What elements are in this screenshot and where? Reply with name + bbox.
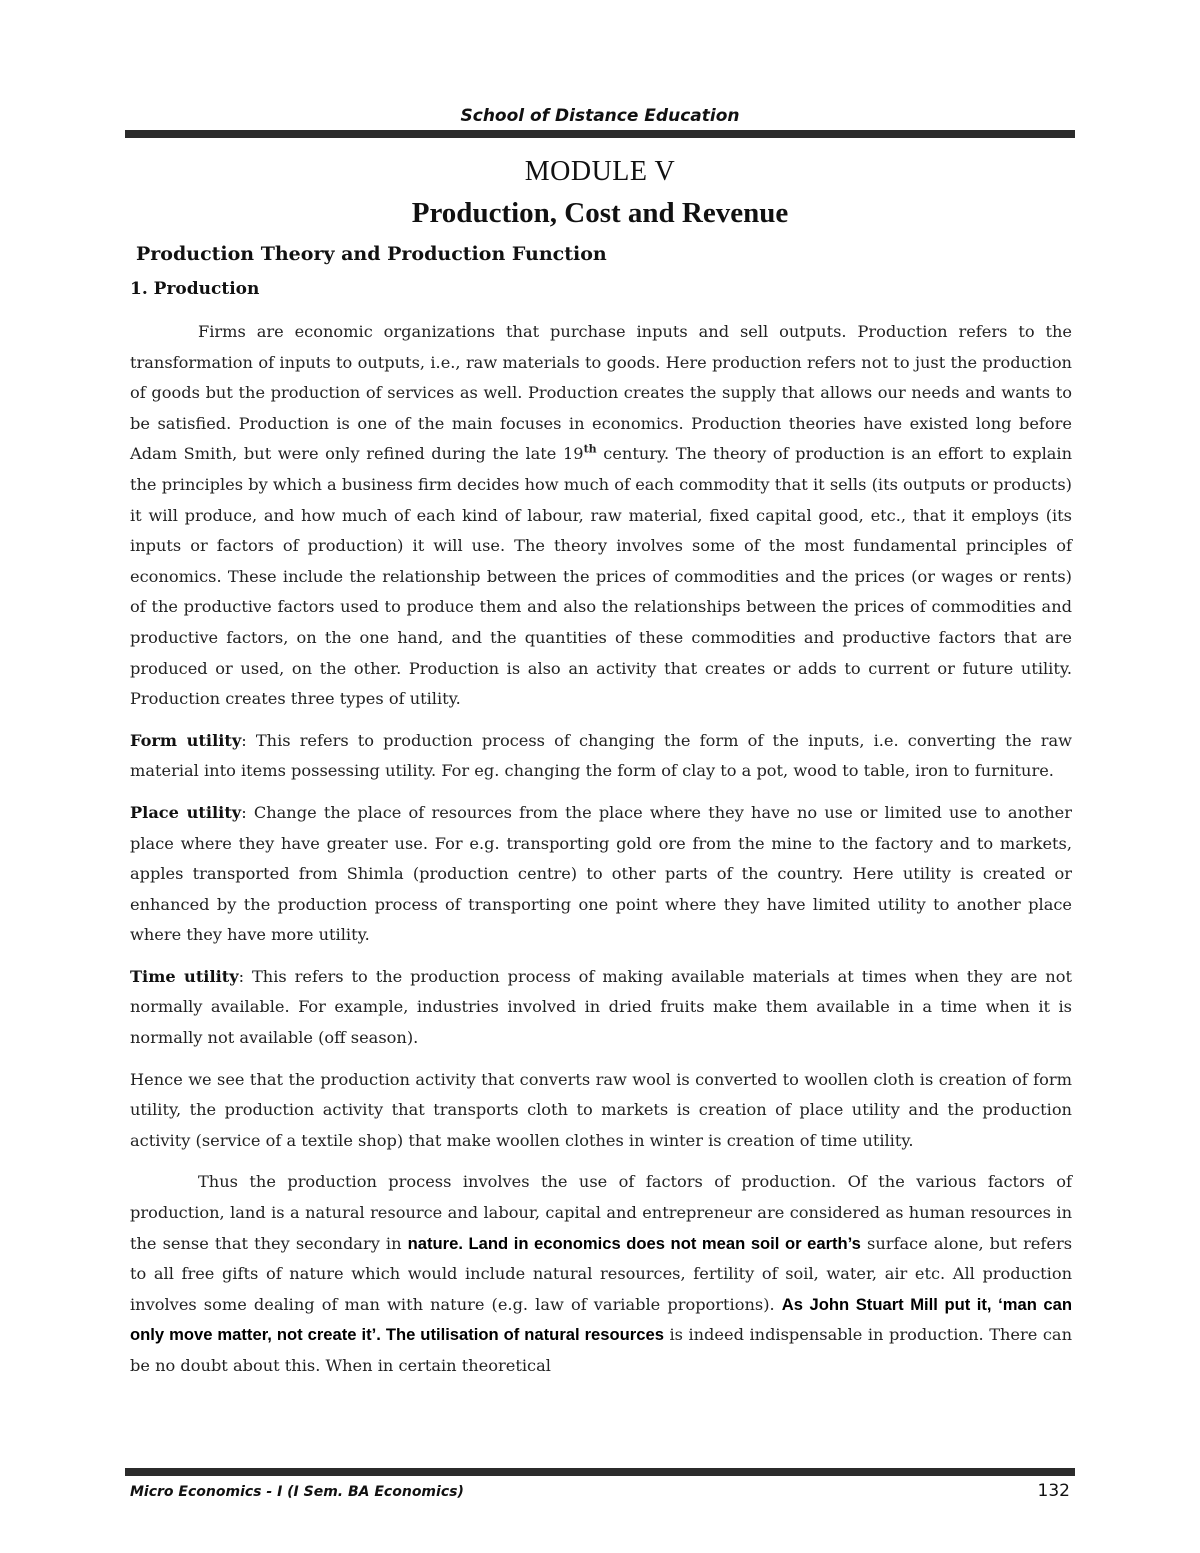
paragraph-text: Firms are economic organizations that purchase inputs and sell outputs. Production refers to the transformation of inputs to outputs, i.e., raw materials to goods. Here production refers not to just the production of goods but the production of services as well. Production creates the supply that allows our needs and wants to be satisfied. Production is one of the main focuses in economics. Production theories have existed long before Adam Smith, but were only refined during the late 19 <box>130 322 1072 464</box>
paragraph-text: : This refers to the production process of making available materials at times when they are not normally available. For example, industries involved in dried fruits make them available in a time when it is normally not available (off season). <box>130 966 1072 1048</box>
footer-course: Micro Economics - I (I Sem. BA Economics) <box>130 1484 464 1500</box>
paragraph-factors <box>130 1167 1072 1381</box>
paragraph-text: Thus the production process involves the use of factors of production. Of the various factors of production, land is a natural resource and labour, capital and entrepreneur are considered as human resources in the sense that they secondary in <box>130 1172 1072 1253</box>
paragraph-text: : Change the place of resources from the place where they have no use or limited use to another place where they have greater use. For e.g. transporting gold ore from the mine to the factory and to markets, apples transported from Shimla (production centre) to other parts of the country. Here utility is created or enhanced by the production process of transporting one point where they have limited utility to another place where they have more utility. <box>130 802 1072 945</box>
emphasis-text: nature. Land in economics does not mean soil or earth’s <box>407 1233 861 1253</box>
module-title: Production, Cost and Revenue <box>411 197 789 229</box>
emphasis-text: As John Stuart Mill put it, ‘man can only move matter, not create it’. The utilisation of natural resources <box>130 1294 1072 1345</box>
body-text <box>130 317 1072 1393</box>
term-place-utility: Place utility <box>130 802 242 822</box>
page-number: 132 <box>1037 1481 1070 1501</box>
header-rule <box>125 130 1075 138</box>
paragraph-text: is indeed indispensable in production. There can be no doubt about this. When in certain theoretical <box>130 1325 1072 1375</box>
paragraph-production-intro <box>130 317 1072 715</box>
footer-rule <box>125 1468 1075 1476</box>
header-title: School of Distance Education <box>460 106 740 126</box>
module-label: MODULE V <box>524 156 676 187</box>
term-form-utility: Form utility <box>130 730 242 750</box>
paragraph-hence: Hence we see that the production activity that converts raw wool is converted to woollen cloth is creation of form utility, the production activity that transports cloth to markets is creation of place utility and the production activity (service of a textile shop) that make woollen clothes in winter is creation of time utility. <box>130 1069 1072 1150</box>
paragraph-form-utility <box>130 726 1072 787</box>
paragraph-text: : This refers to production process of changing the form of the inputs, i.e. converting the raw material into items possessing utility. For eg. changing the form of clay to a pot, wood to table, iron to furniture. <box>130 730 1072 781</box>
paragraph-time-utility <box>130 962 1072 1054</box>
term-time-utility: Time utility <box>130 966 239 986</box>
paragraph-text: century. The theory of production is an effort to explain the principles by which a business firm decides how much of each commodity that it sells (its outputs or products) it will produce, and how much of each kind of labour, raw material, fixed capital good, etc., that it employs (its inputs or factors of production) it will use. The theory involves some of the most fundamental principles of economics. These include the relationship between the prices of commodities and the prices (or wages or rents) of the productive factors used to produce them and also the relationships between the prices of commodities and productive factors, on the one hand, and the quantities of these commodities and productive factors that are produced or used, on the other. Production is also an activity that creates or adds to current or future utility. Production creates three types of utility. <box>130 444 1073 709</box>
sub-heading: 1. Production <box>130 279 260 299</box>
paragraph-text: surface alone, but refers to all free gifts of nature which would include natural resources, fertility of soil, water, air etc. All production involves some dealing of man with nature (e.g. law of variable proportions). <box>130 1233 1073 1314</box>
paragraph-place-utility <box>130 798 1072 951</box>
section-heading: Production Theory and Production Function <box>136 243 607 265</box>
superscript-th: th <box>583 442 597 456</box>
